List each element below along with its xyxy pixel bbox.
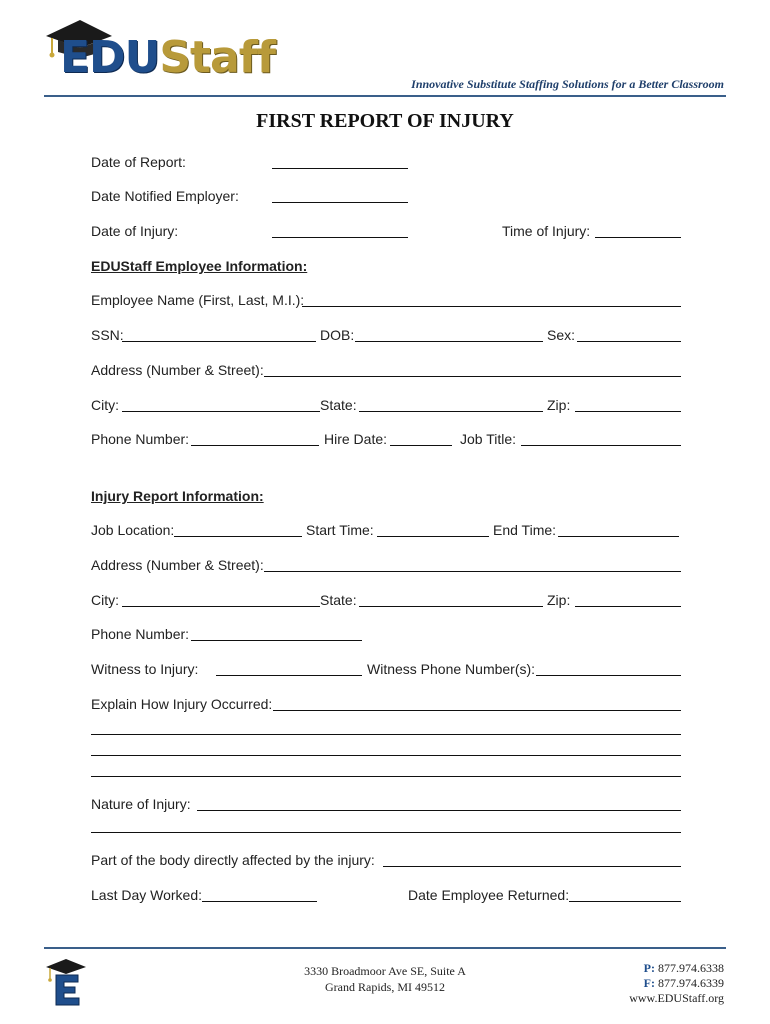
footer-address-line2: Grand Rapids, MI 49512 xyxy=(325,980,445,994)
employee-name-row xyxy=(91,290,681,310)
hire-date-field[interactable] xyxy=(390,445,452,446)
explain-line-3[interactable] xyxy=(91,755,681,756)
injury-state-field[interactable] xyxy=(359,606,543,607)
employee-name-field[interactable] xyxy=(302,306,681,307)
last-day-row xyxy=(91,885,681,905)
witness-row xyxy=(91,659,681,679)
last-day-label: Last Day Worked: xyxy=(91,887,203,903)
employee-state-label: State: xyxy=(320,397,357,413)
date-returned-field[interactable] xyxy=(569,901,681,902)
body-part-row xyxy=(91,850,681,870)
job-location-row xyxy=(91,520,681,540)
footer-fax-label: F: xyxy=(643,976,655,990)
footer-fax xyxy=(629,976,724,991)
injury-address-label: Address (Number & Street): xyxy=(91,557,264,573)
employee-address-label: Address (Number & Street): xyxy=(91,362,264,378)
injury-zip-field[interactable] xyxy=(575,606,681,607)
end-time-label: End Time: xyxy=(493,522,557,538)
last-day-field[interactable] xyxy=(202,901,317,902)
injury-address-field[interactable] xyxy=(264,571,681,572)
body-part-label: Part of the body directly affected by the injury: xyxy=(91,852,375,868)
employee-city-row xyxy=(91,395,681,415)
injury-phone-row xyxy=(91,624,681,644)
employee-phone-label: Phone Number: xyxy=(91,431,190,447)
witness-field[interactable] xyxy=(216,675,362,676)
footer-fax-value: 877.974.6339 xyxy=(658,976,724,990)
sex-label: Sex: xyxy=(547,327,576,343)
ssn-field[interactable] xyxy=(122,341,316,342)
explain-continuation-row xyxy=(91,739,681,759)
injury-section xyxy=(91,486,681,506)
employee-section xyxy=(91,256,681,276)
date-of-report-row xyxy=(91,152,681,172)
employee-city-label: City: xyxy=(91,397,119,413)
date-notified-field[interactable] xyxy=(272,202,408,203)
employee-address-row xyxy=(91,360,681,380)
injury-city-row xyxy=(91,590,681,610)
injury-state-label: State: xyxy=(320,592,357,608)
footer-address-line1: 3330 Broadmoor Ave SE, Suite A xyxy=(304,964,466,978)
witness-label: Witness to Injury: xyxy=(91,661,199,677)
injury-address-row xyxy=(91,555,681,575)
date-returned-label: Date Employee Returned: xyxy=(408,887,570,903)
footer-phone-label: P: xyxy=(643,961,655,975)
sex-field[interactable] xyxy=(577,341,681,342)
nature-field[interactable] xyxy=(197,810,681,811)
nature-continuation-row xyxy=(91,816,681,836)
employee-name-label: Employee Name (First, Last, M.I.): xyxy=(91,292,305,308)
date-of-injury-row xyxy=(91,221,681,241)
witness-phone-field[interactable] xyxy=(536,675,681,676)
footer-divider xyxy=(44,947,726,949)
hire-date-label: Hire Date: xyxy=(324,431,388,447)
footer-phone-value: 877.974.6338 xyxy=(658,961,724,975)
injury-heading: Injury Report Information: xyxy=(91,488,264,504)
date-of-report-field[interactable] xyxy=(272,168,408,169)
time-of-injury-label: Time of Injury: xyxy=(502,223,591,239)
tagline: Innovative Substitute Staffing Solutions for a Better Classroom xyxy=(411,77,724,91)
employee-heading: EDUStaff Employee Information: xyxy=(91,258,308,274)
logo-wordmark xyxy=(60,32,276,83)
start-time-field[interactable] xyxy=(377,536,489,537)
footer-website[interactable]: www.EDUStaff.org xyxy=(629,991,724,1005)
employee-zip-field[interactable] xyxy=(575,411,681,412)
explain-continuation-row xyxy=(91,718,681,738)
footer-phone xyxy=(629,961,724,976)
date-of-injury-field[interactable] xyxy=(272,237,408,238)
employee-phone-row xyxy=(91,429,681,449)
date-notified-row xyxy=(91,186,681,206)
date-of-report-label: Date of Report: xyxy=(91,154,186,170)
date-of-injury-label: Date of Injury: xyxy=(91,223,179,239)
logo-edu: EDU xyxy=(60,32,160,83)
time-of-injury-field[interactable] xyxy=(595,237,681,238)
explain-field[interactable] xyxy=(273,710,681,711)
employee-phone-field[interactable] xyxy=(191,445,319,446)
start-time-label: Start Time: xyxy=(306,522,374,538)
end-time-field[interactable] xyxy=(558,536,679,537)
injury-phone-field[interactable] xyxy=(191,640,362,641)
nature-row xyxy=(91,794,681,814)
employee-zip-label: Zip: xyxy=(547,397,571,413)
nature-line-2[interactable] xyxy=(91,832,681,833)
witness-phone-label: Witness Phone Number(s): xyxy=(367,661,536,677)
header-divider xyxy=(44,95,726,97)
job-title-label: Job Title: xyxy=(460,431,517,447)
dob-field[interactable] xyxy=(355,341,543,342)
explain-continuation-row xyxy=(91,760,681,780)
employee-city-field[interactable] xyxy=(122,411,320,412)
injury-phone-label: Phone Number: xyxy=(91,626,190,642)
job-location-label: Job Location: xyxy=(91,522,175,538)
employee-address-field[interactable] xyxy=(264,376,681,377)
job-location-field[interactable] xyxy=(174,536,302,537)
nature-label: Nature of Injury: xyxy=(91,796,191,812)
dob-label: DOB: xyxy=(320,327,355,343)
explain-line-4[interactable] xyxy=(91,776,681,777)
page-title: FIRST REPORT OF INJURY xyxy=(256,110,514,132)
explain-line-2[interactable] xyxy=(91,734,681,735)
explain-row xyxy=(91,694,681,714)
date-notified-label: Date Notified Employer: xyxy=(91,188,239,204)
ssn-row xyxy=(91,325,681,345)
employee-state-field[interactable] xyxy=(359,411,543,412)
ssn-label: SSN: xyxy=(91,327,124,343)
body-part-field[interactable] xyxy=(383,866,681,867)
injury-zip-label: Zip: xyxy=(547,592,571,608)
explain-label: Explain How Injury Occurred: xyxy=(91,696,273,712)
injury-city-label: City: xyxy=(91,592,119,608)
logo-staff: Staff xyxy=(159,32,276,83)
footer-contact xyxy=(629,961,724,1006)
injury-city-field[interactable] xyxy=(122,606,320,607)
job-title-field[interactable] xyxy=(521,445,681,446)
